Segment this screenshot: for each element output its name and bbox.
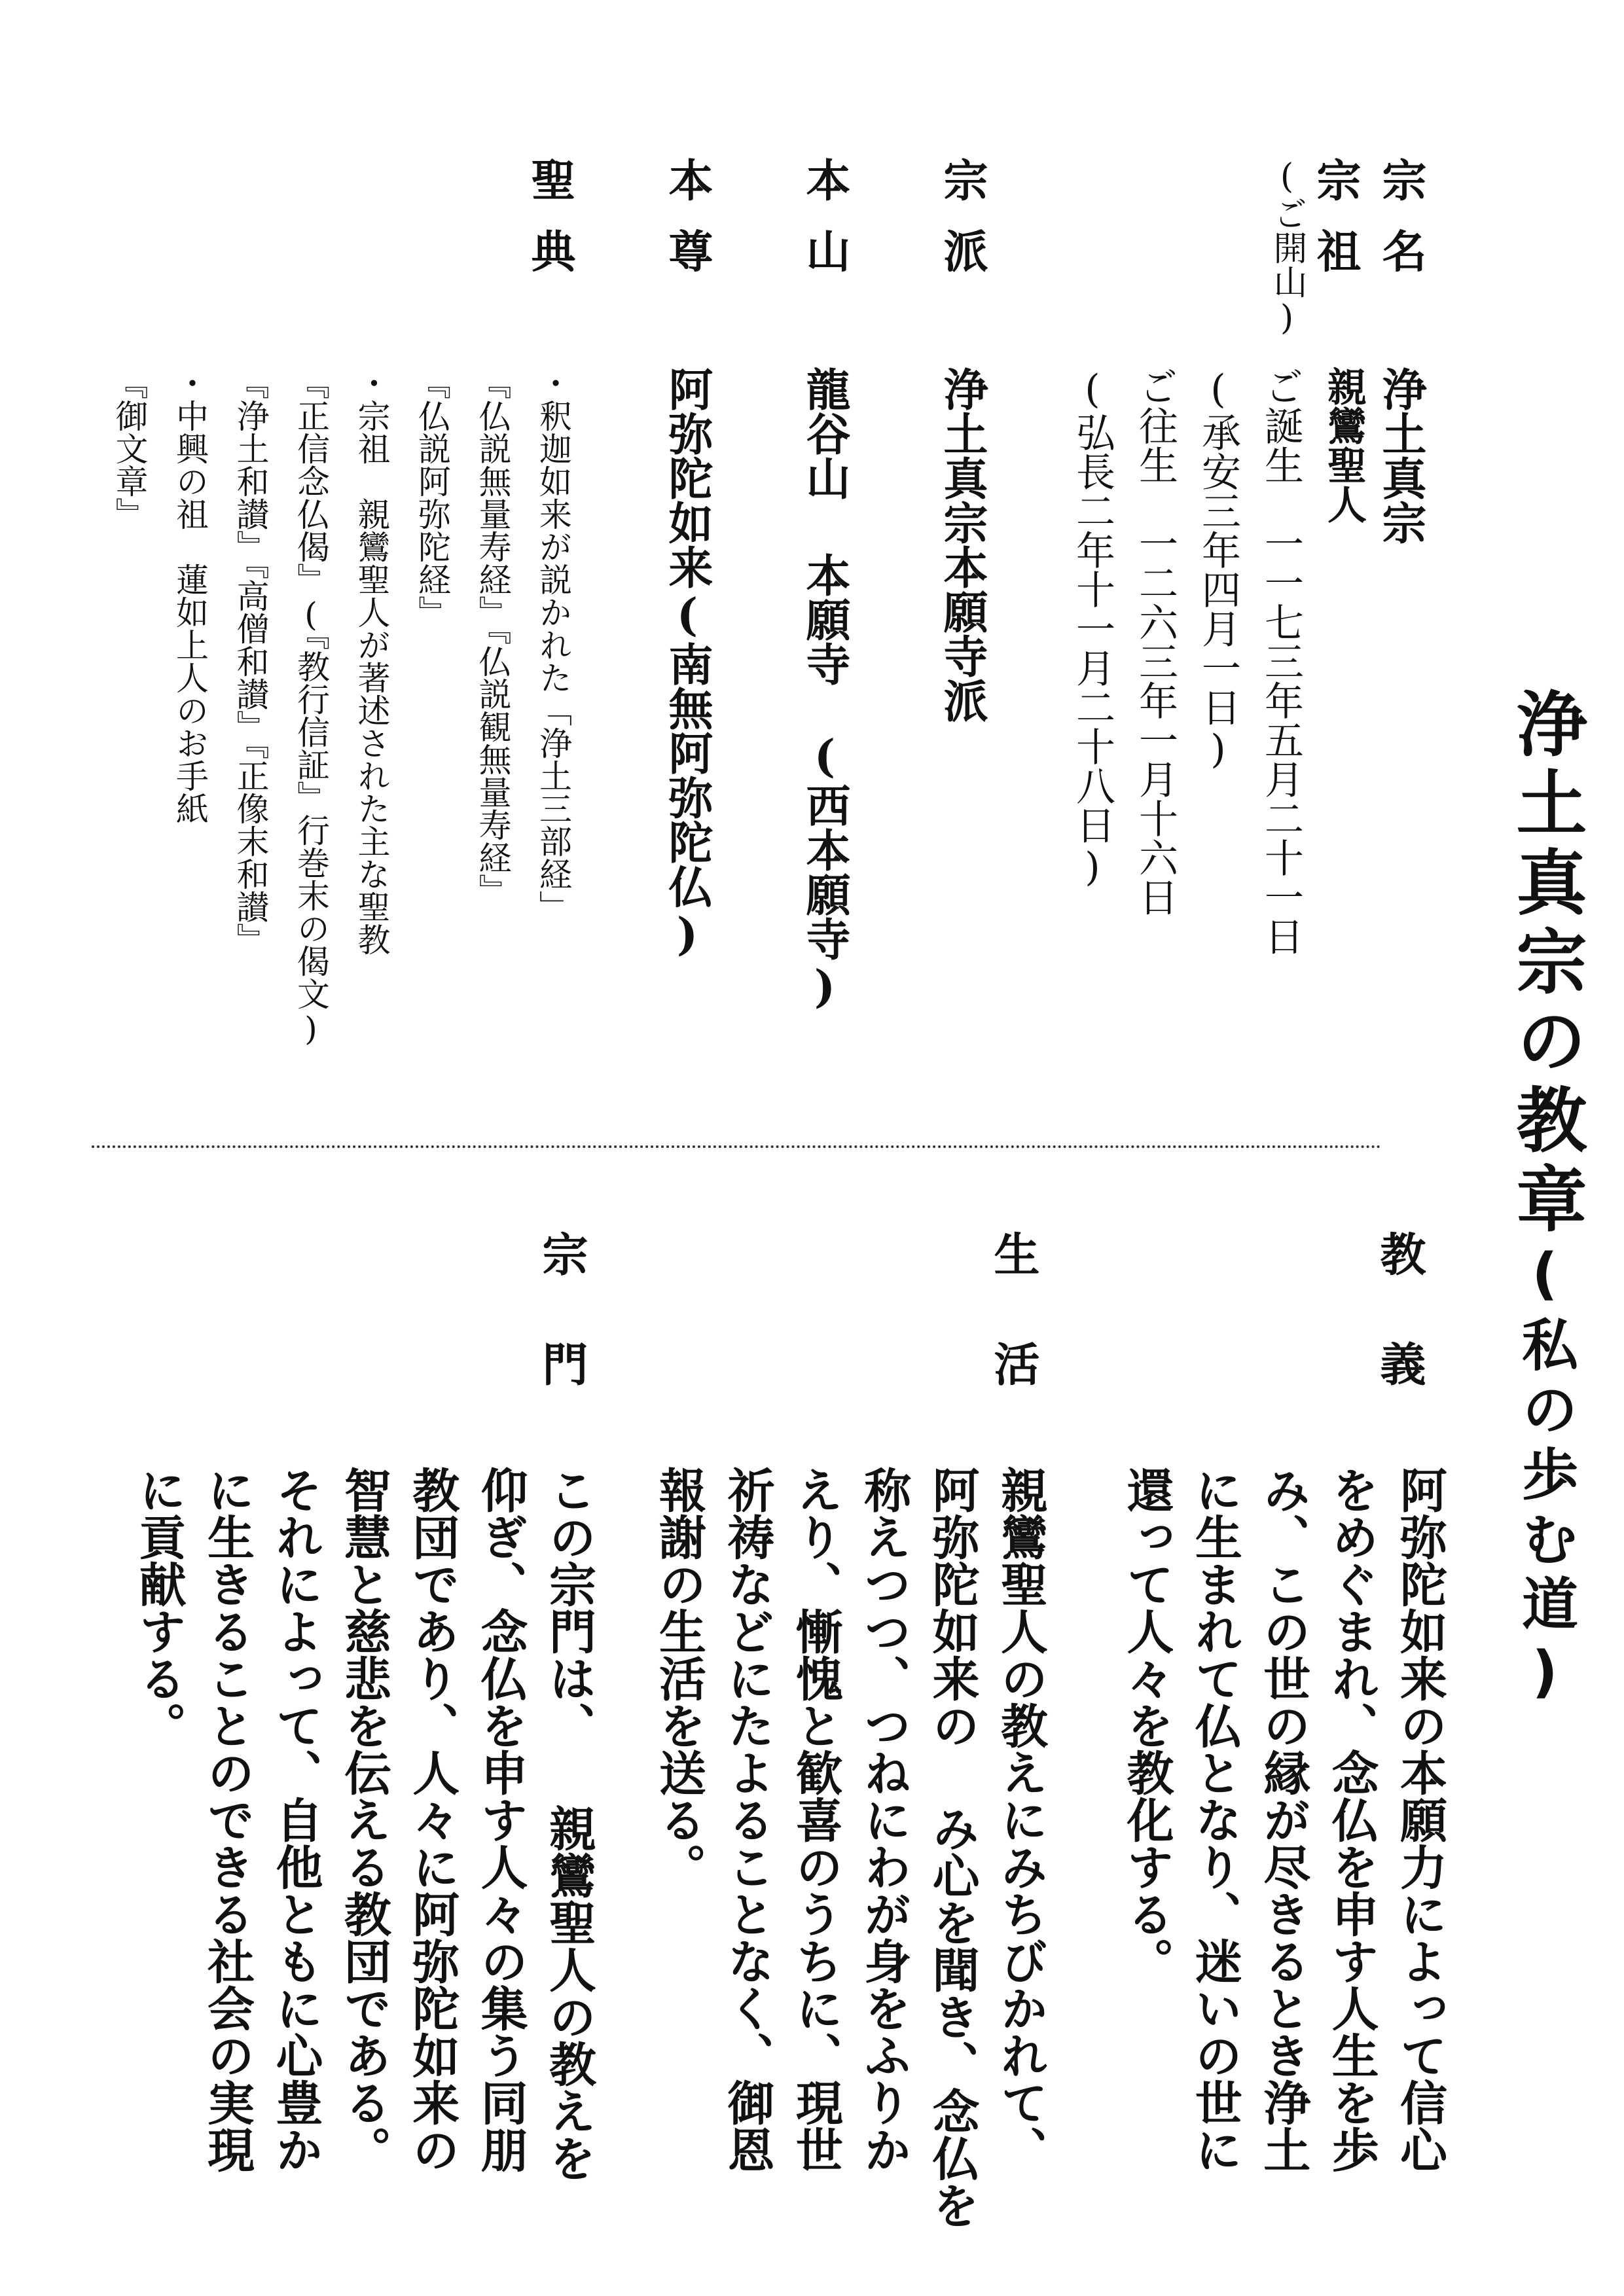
label-shumon: 宗門 [535,1230,589,1450]
kyogi-line: み、この世の縁が尽きるとき浄土 [1255,1466,1312,2173]
label-honzan: 本山 [799,157,851,300]
kyogi-line: に生まれて仏となり、迷いの世に [1187,1466,1243,2173]
seikatsu-line: えり、慚愧と歓喜のうちに、現世 [787,1466,844,2173]
seiten-line: 『御文章』 [110,367,149,530]
label-shuso-note: (ご開山) [1267,157,1307,338]
kyogi-body [1112,1466,1454,2173]
shumon-line: 教団であり、人々に阿弥陀如来の [405,1466,461,2173]
seiten-line: 『仏説無量寿経』『仏説観無量寿経』 [473,367,512,906]
seikatsu-body [645,1466,1055,2229]
label-shumei: 宗名 [1375,157,1427,300]
shuso-death-era: (弘長二年十一月二十八日) [1070,367,1115,890]
shumon-line: 仰ぎ、念仏を申す人々の集う同朋 [473,1466,529,2173]
page-title [1492,687,1598,1713]
shuso-birth: ご誕生 一一七三年五月二十一日 [1258,367,1304,956]
seiten-block [99,367,583,1048]
shuso-birth-era: (承安三年四月一日) [1195,367,1241,772]
shumon-line: に生きることのできる社会の実現 [200,1466,256,2173]
label-honzon: 本尊 [661,157,713,300]
shumei-value: 浄土真宗 [1375,367,1427,545]
shuha-value: 浄土真宗本願寺派 [936,367,988,723]
shuso-block [1061,367,1375,956]
seiten-line: 『正信念仏偈』(『教行信証』行巻末の偈文) [292,367,330,1048]
seiten-line: ・中興の祖 蓮如上人のお手紙 [171,367,209,825]
shumon-line: この宗門は、 親鸞聖人の教えを [541,1466,597,2181]
shumon-line: に貢献する。 [131,1466,187,1749]
honzon-value: 阿弥陀如来(南無阿弥陀仏) [661,367,713,961]
label-seikatsu: 生活 [986,1230,1041,1450]
seikatsu-line: 阿弥陀如来の み心を聞き、念仏を [924,1466,981,2229]
shumon-line: 智慧と慈悲を伝える教団である。 [336,1466,392,2173]
honzan-value: 龍谷山 本願寺 (西本願寺) [799,367,851,1013]
seiten-line: ・釈迦如来が説かれた「浄土三部経」 [534,367,572,923]
label-shuha: 宗派 [936,157,988,300]
label-shuso: 宗祖 [1309,157,1362,300]
kyogi-line: 還って人々を教化する。 [1119,1466,1175,1984]
kyogi-line: をめぐまれ、念仏を申す人生を歩 [1324,1466,1380,2173]
title-sub: (私の歩む道) [1512,1241,1578,1713]
label-seiten: 聖典 [524,157,576,300]
section-divider [92,1145,1381,1148]
seiten-line: ・宗祖 親鸞聖人が著述された主な聖教 [352,367,391,956]
seikatsu-line: 報謝の生活を送る。 [651,1466,708,1890]
seiten-line: 『仏説阿弥陀経』 [413,367,451,628]
label-kyogi: 教義 [1373,1230,1427,1450]
shuso-death: ご往生 一二六三年一月十六日 [1132,367,1178,916]
kyogi-line: 阿弥陀如来の本願力によって信心 [1392,1466,1448,2173]
seikatsu-line: 称えつつ、つねにわが身をふりか [856,1466,912,2173]
shumon-body [124,1466,603,2181]
seikatsu-line: 親鸞聖人の教えにみちびかれて、 [993,1466,1049,2173]
shuso-name: 親鸞聖人 [1321,367,1367,524]
seiten-line: 『浄土和讃』『高僧和讃』『正像末和讃』 [231,367,270,956]
shumon-line: それによって、自他ともに心豊か [268,1466,324,2173]
title-main: 浄土真宗の教章 [1504,687,1586,1242]
seikatsu-line: 祈祷などにたよることなく、御恩 [719,1466,776,2173]
